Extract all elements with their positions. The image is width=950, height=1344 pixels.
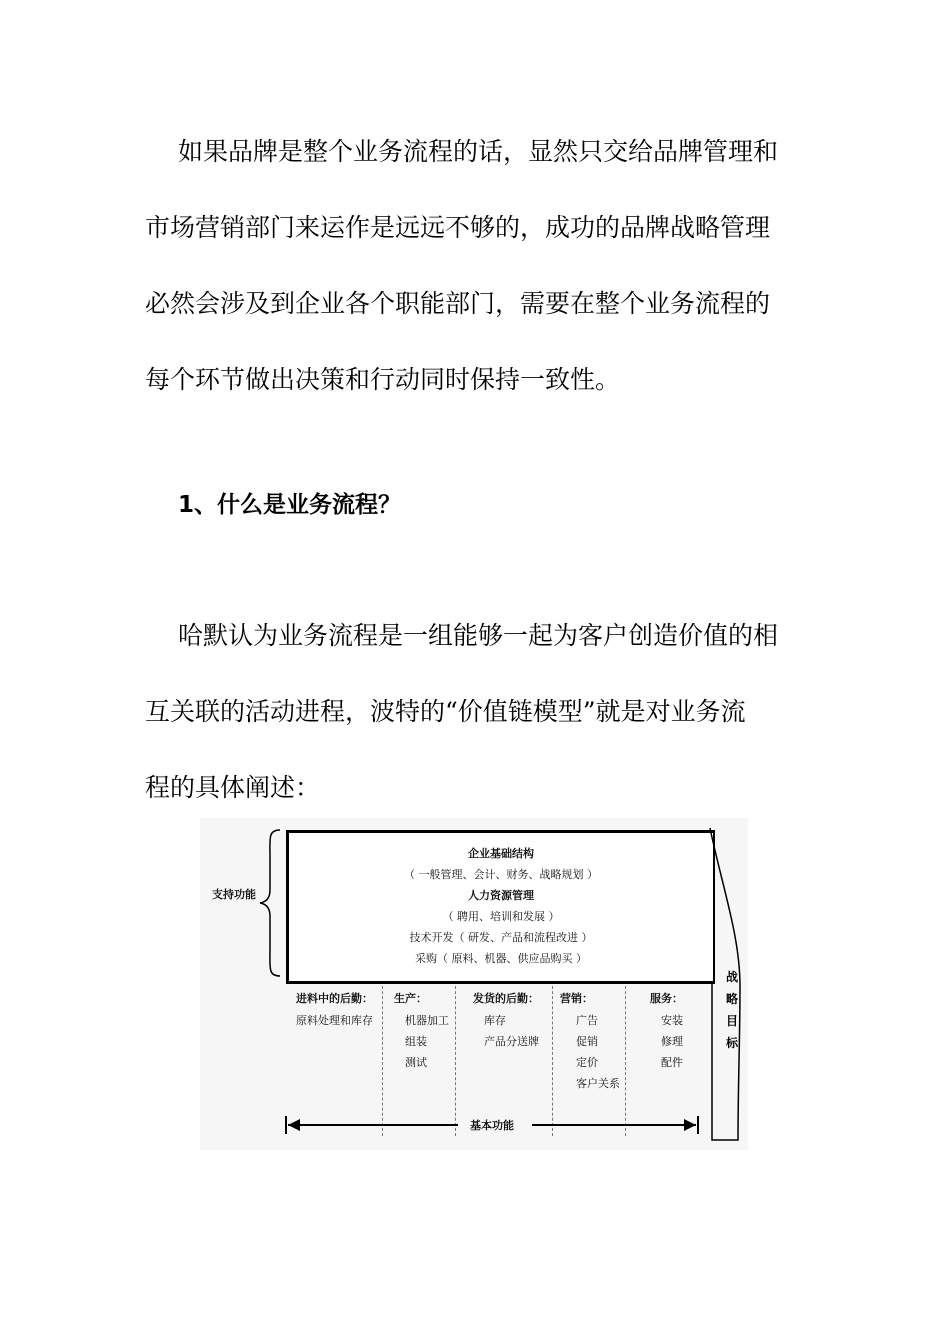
paragraph-line: 每个环节做出决策和行动同时保持一致性。 xyxy=(145,365,621,394)
paragraph-line: 市场营销部门来运作是远远不够的，成功的品牌战略管理 xyxy=(145,213,771,242)
value-chain-diagram: 支持功能 企业基础结构 （ 一般管理、会计、财务、战略规划 ） 人力资源管理 （ 聘用、培训和发展 ） 技术开发（ 研发、产品和流程改进 ） 采购（ 原料、机器、供应品购买 ） 战 略 目 标 进料中的后勤： 原料处理和库存 生产： 机器加工 组装 测试 发货的后勤： 库存 产品分送牌 营销： 广告 促销 定价 客户关系 服务： 安装 修理 配件 基本功能 xyxy=(200,818,748,1150)
basic-functions-label: 基本功能 xyxy=(470,1119,514,1132)
paragraph-line: 互关联的活动进程，波特的“价值链模型”就是对业务流 xyxy=(145,697,746,726)
paragraph-line: 程的具体阐述： xyxy=(145,773,321,802)
support-line: 企业基础结构 xyxy=(468,847,534,860)
support-line: 人力资源管理 xyxy=(468,889,534,902)
support-line: 技术开发（ 研发、产品和流程改进 ） xyxy=(409,931,593,944)
paragraph-line: 如果品牌是整个业务流程的话，显然只交给品牌管理和 xyxy=(178,137,779,166)
section-heading: 1、什么是业务流程？ xyxy=(178,492,402,518)
paragraph-line: 哈默认为业务流程是一组能够一起为客户创造价值的相 xyxy=(178,621,779,650)
support-line: （ 一般管理、会计、财务、战略规划 ） xyxy=(404,868,598,881)
support-activities-box xyxy=(286,830,715,984)
support-line: 采购（ 原料、机器、供应品购买 ） xyxy=(415,952,587,965)
support-brace xyxy=(256,828,284,978)
support-line: （ 聘用、培训和发展 ） xyxy=(442,910,560,923)
support-functions-label: 支持功能 xyxy=(212,888,256,901)
paragraph-line: 必然会涉及到企业各个职能部门，需要在整个业务流程的 xyxy=(145,289,771,318)
strategic-goal-label: 战 略 目 标 xyxy=(725,970,738,1050)
